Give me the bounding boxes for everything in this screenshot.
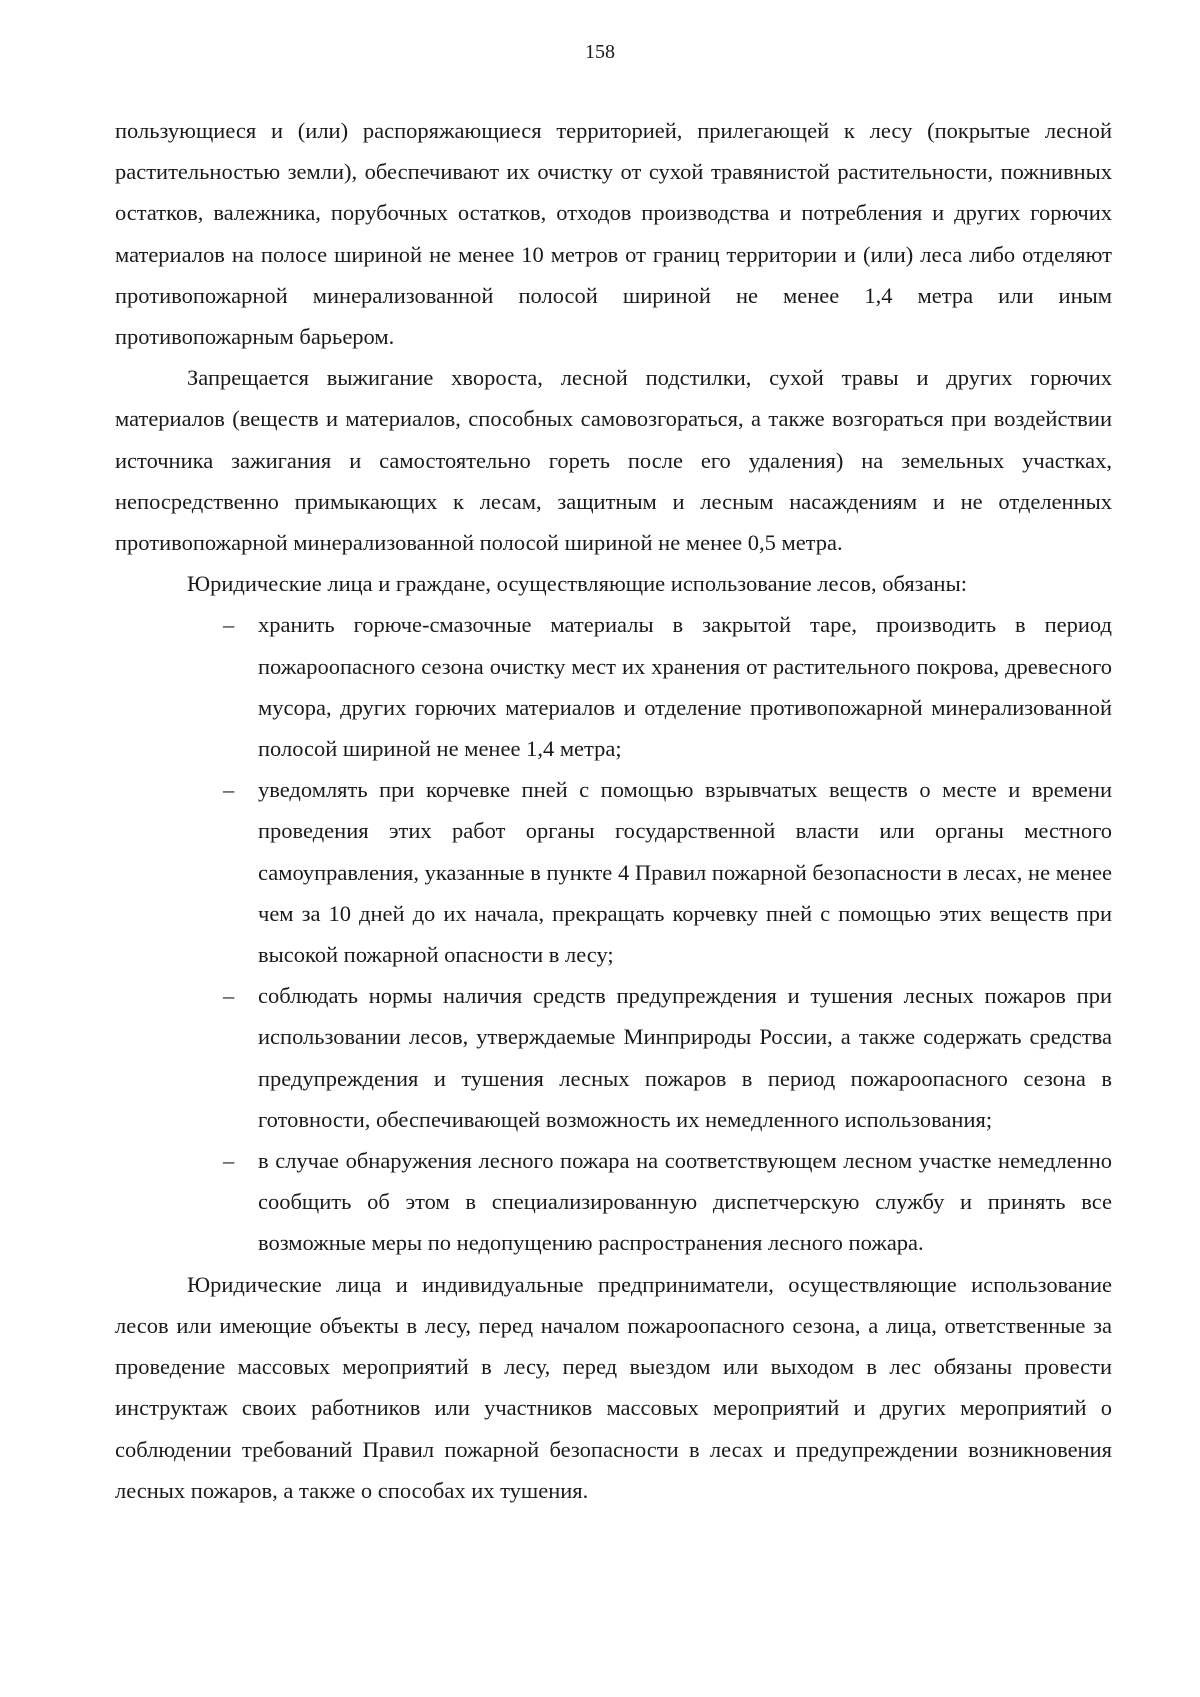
list-item — [223, 1140, 1112, 1264]
page-number: 158 — [585, 41, 615, 63]
obligations-list — [115, 604, 1112, 1263]
paragraph-obligations-intro: Юридические лица и граждане, осуществляющие использование лесов, обязаны: — [187, 571, 967, 597]
paragraph-burning-prohibition: Запрещается выжигание хвороста, лесной подстилки, сухой травы и других горючих материалов (веществ и материалов, способных самовозгораться, а также возгораться при воздействии источника зажигания и самостоятельно гореть после его удаления) на земельных участках, непосредственно примыкающих к лесам, защитным и лесным насаждениям и не отделенных противопожарной минерализованной полосой шириной не менее 0,5 метра. — [115, 365, 1112, 556]
list-item-text: уведомлять при корчевке пней с помощью взрывчатых веществ о месте и времени проведения этих работ органы государственной власти или органы местного самоуправления, указанные в пункте 4 Правил пожарной безопасности в лесах, не менее чем за 10 дней до их начала, прекращать корчевку пней с помощью этих веществ при высокой пожарной опасности в лесу; — [258, 777, 1112, 968]
list-item — [223, 769, 1112, 975]
dash-marker: – — [223, 777, 235, 803]
list-item-text: соблюдать нормы наличия средств предупреждения и тушения лесных пожаров при использовании лесов, утверждаемые Минприроды России, а также содержать средства предупреждения и тушения лесных пожаров в период пожароопасного сезона в готовности, обеспечивающей возможность их немедленного использования; — [258, 983, 1112, 1132]
paragraph-instruction: Юридические лица и индивидуальные предприниматели, осуществляющие использование лесов или имеющие объекты в лесу, перед началом пожароопасного сезона, а лица, ответственные за проведение массовых мероприятий в лесу, перед выездом или выходом в лес обязаны провести инструктаж своих работников или участников массовых мероприятий и других мероприятий о соблюдении требований Правил пожарной безопасности в лесах и предупреждении возникновения лесных пожаров, а также о способах их тушения. — [115, 1271, 1112, 1503]
list-item-text: хранить горюче-смазочные материалы в закрытой таре, производить в период пожароопасного сезона очистку мест их хранения от растительного покрова, древесного мусора, других горючих материалов и отделение противопожарной минерализованной полосой шириной не менее 1,4 метра; — [258, 612, 1112, 762]
document-body — [115, 110, 1112, 1511]
list-item — [223, 604, 1112, 769]
dash-marker: – — [223, 612, 235, 638]
list-item — [223, 975, 1112, 1140]
dash-marker: – — [223, 983, 235, 1009]
dash-marker: – — [223, 1148, 235, 1174]
paragraph-continuation: пользующиеся и (или) распоряжающиеся территорией, прилегающей к лесу (покрытые лесной растительностью земли), обеспечивают их очистку от сухой травянистой растительности, пожнивных остатков, валежника, порубочных остатков, отходов производства и потребления и других горючих материалов на полосе шириной не менее 10 метров от границ территории и (или) леса либо отделяют противопожарной минерализованной полосой шириной не менее 1,4 метра или иным противопожарным барьером. — [115, 118, 1112, 350]
list-item-text: в случае обнаружения лесного пожара на соответствующем лесном участке немедленно сообщить об этом в специализированную диспетчерскую службу и принять все возможные меры по недопущению распространения лесного пожара. — [258, 1148, 1112, 1256]
